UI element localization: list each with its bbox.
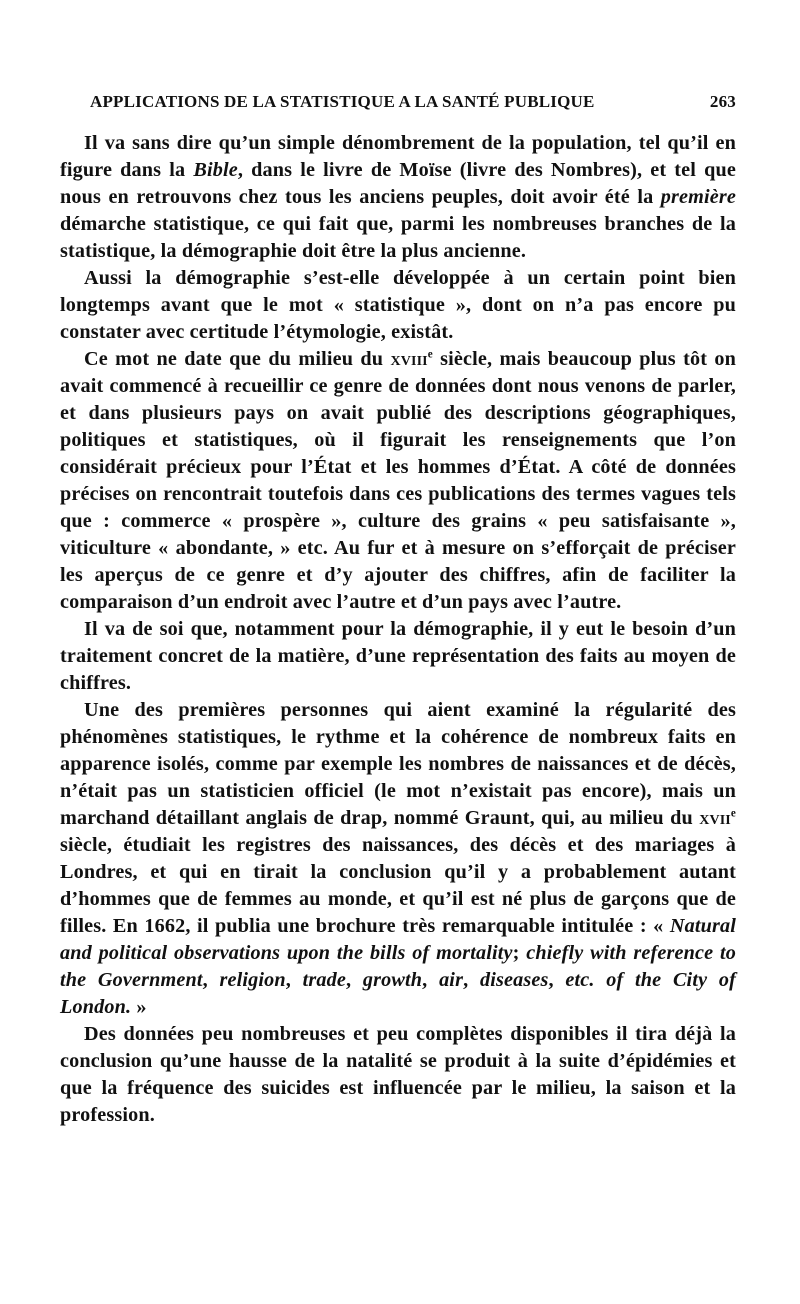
p3-century-suffix: e xyxy=(427,348,433,361)
p5-text-p: , xyxy=(463,969,480,991)
p3-text-d: siècle, mais beaucoup plus tôt on avait commencé à recueillir ce genre de données dont nous venons de parler, et dans plusieurs pays on avait publié des descriptions géographiques, politiques et statistiques, où il figurait les renseignements que l’on considérait précieux pour l’État et les hommes d’État. A côté de données précises on rencontrait toutefois dans ces publications des termes vagues tels que : commerce « prospère », culture des grains « peu satisfaisante », viticulture « abondante, » etc. Au fur et à mesure on s’efforçait de préciser les aperçus de ce genre et d’y ajouter des chiffres, afin de faciliter la comparaison d’un endroit avec l’autre et d’un pays avec l’autre. xyxy=(60,348,736,613)
p5-century-suffix: e xyxy=(730,807,736,820)
p5-italic-title: Natural and political observations upon the bills of mortality xyxy=(60,915,736,964)
p5-italic-air: air xyxy=(439,969,464,991)
running-head-title: APPLICATIONS DE LA STATISTIQUE A LA SANTÉ PUBLIQUE xyxy=(90,92,595,111)
paragraph-6: Des données peu nombreuses et peu complètes disponibles il tira déjà la conclusion qu’une hausse de la natalité se produit à la suite d’épidémies et que la fréquence des suicides est influencée par le milieu, la saison et la profession. xyxy=(60,1023,736,1126)
p5-italic-diseases: diseases xyxy=(479,969,549,991)
p1-text-a: Il va sans dire qu’un simple dénombrement de la population, tel qu’il en figure dans la xyxy=(60,132,736,181)
p5-text-a: Une des premières personnes qui aient examiné la régularité des phénomènes statistiques, le rythme et la cohérence de nombreux faits en apparence isolés, comme par exemple les nombres de naissances et de décès, n’était pas un statisticien officiel (le mot n’existait pas encore), mais un marchand détaillant anglais de drap, nommé Graunt, qui, au milieu du xyxy=(60,699,736,829)
book-page xyxy=(60,92,736,1129)
p5-italic-religion: religion xyxy=(219,969,286,991)
p5-text-h: , xyxy=(202,969,220,991)
body-text xyxy=(60,130,736,1129)
page-number: 263 xyxy=(709,92,736,111)
p5-century-numeral: xvii xyxy=(699,807,731,829)
p5-text-j: , xyxy=(285,969,303,991)
paragraph-1 xyxy=(60,130,736,265)
p1-text-c: , dans le livre de Moïse (livre des Nombres), et tel que nous en retrouvons chez tous les anciens peuples, doit avoir été la xyxy=(60,159,736,208)
p5-italic-growth: growth xyxy=(362,969,423,991)
p5-text-f: ; xyxy=(512,942,527,964)
p1-italic-bible: Bible xyxy=(193,159,238,181)
paragraph-2: Aussi la démographie s’est-elle développée à un certain point bien longtemps avant que le mot « statistique », dont on n’a pas encore pu constater avec certitude l’étymologie, existât. xyxy=(60,267,736,343)
p3-century-numeral: xviii xyxy=(390,348,428,370)
p5-italic-city: etc. of the City of London. xyxy=(60,969,736,1018)
p1-italic-premiere: première xyxy=(660,186,736,208)
p5-text-n: , xyxy=(422,969,440,991)
running-head xyxy=(60,92,736,112)
p5-italic-trade: trade xyxy=(302,969,347,991)
paragraph-3 xyxy=(60,346,736,616)
p5-italic-chiefly: chiefly with reference to the Government xyxy=(60,942,737,991)
p5-text-t: » xyxy=(131,996,147,1018)
p3-text-a: Ce mot ne date que du milieu du xyxy=(84,348,391,370)
p1-text-e: démarche statistique, ce qui fait que, parmi les nombreuses branches de la statistique, la démographie doit être la plus ancienne. xyxy=(60,213,736,262)
p5-text-l: , xyxy=(346,969,363,991)
paragraph-5 xyxy=(60,697,736,1021)
paragraph-4: Il va de soi que, notamment pour la démographie, il y eut le besoin d’un traitement concret de la matière, d’une représentation des faits au moyen de chiffres. xyxy=(60,618,736,694)
p5-text-r: , xyxy=(548,969,566,991)
p5-text-d: siècle, étudiait les registres des naissances, des décès et des mariages à Londres, et qui en tirait la conclusion qu’il y a probablement autant d’hommes que de femmes au monde, et qu’il est né plus de garçons que de filles. En 1662, il publia une brochure très remarquable intitulée : « xyxy=(60,834,736,937)
